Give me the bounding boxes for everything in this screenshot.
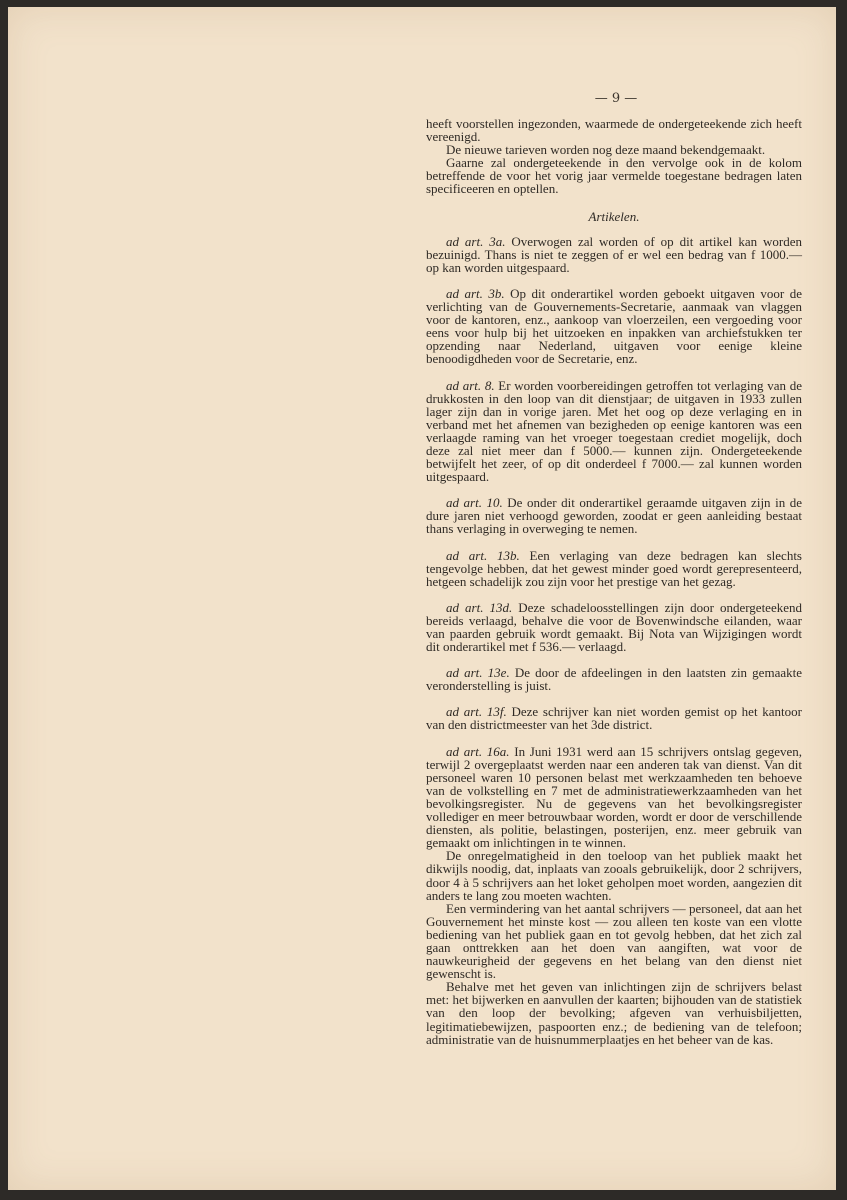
- article-ref: ad art. 16a.: [446, 743, 510, 759]
- article-ref: ad art. 13d.: [446, 599, 513, 615]
- article-ref: ad art. 3a.: [446, 233, 506, 249]
- article-8: [426, 379, 802, 484]
- article-ref: ad art. 13e.: [446, 665, 510, 681]
- article-text: Een verlaging van deze bedragen kan slechts tengevolge hebben, dat het gewest minder goed wordt gerepresenteerd, hetgeen schadelijk zou zijn voor het prestige van het gezag.: [426, 547, 802, 589]
- article-ref: ad art. 10.: [446, 495, 503, 511]
- article-13d: [426, 601, 802, 653]
- article-text: In Juni 1931 werd aan 15 schrijvers ontslag gegeven, terwijl 2 overgeplaatst werden naar een anderen tak van dienst. Van dit personeel waren 10 personen belast met werkzaamheden ten behoeve van de volkstelling en 7 met de administratiewerkzaamheden van het bevolkingsregister. Nu de gegevens van het bevolkingsregister vollediger en meer betrouwbaar worden, wordt er door de verschillende diensten, als politie, belastingen, posterijen, enz. meer gebruik van gemaakt om inlichtingen in te winnen.: [426, 743, 802, 851]
- text-column: [426, 117, 802, 1046]
- article-13f: [426, 705, 802, 731]
- article-ref: ad art. 13f.: [446, 704, 507, 720]
- article-text: De door de afdeelingen in den laatsten zin gemaakte veronderstelling is juist.: [426, 665, 802, 694]
- page-number: — 9 —: [594, 91, 638, 106]
- article-ref: ad art. 3b.: [446, 285, 505, 301]
- article-3b: [426, 287, 802, 366]
- intro-paragraph-2: De nieuwe tarieven worden nog deze maand bekendgemaakt.: [446, 142, 766, 158]
- article-13e: [426, 666, 802, 692]
- continuation-paragraph-3: Behalve met het geven van inlichtingen zijn de schrijvers belast met: het bijwerken en aanvullen der kaarten; bijhouden van de statistiek van den loop der bevolking; afgeven van verhuisbiljetten, legitimatiebewijzen, paspoorten enz.; de bediening van de telefoon; administratie van de huisnummerplaatjes en het beheer van de kas.: [426, 979, 802, 1047]
- continuation-paragraph-1: De onregelmatigheid in den toeloop van het publiek maakt het dikwijls noodig, dat, inplaats van zooals gebruikelijk, door 2 schrijvers, door 4 à 5 schrijvers aan het loket geholpen moet worden, aangezien dit anders te lang zou moeten wachten.: [426, 848, 802, 903]
- article-ref: ad art. 8.: [446, 377, 495, 393]
- article-text: Overwogen zal worden of op dit artikel kan worden bezuinigd. Thans is niet te zeggen of er wel een bedrag van f 1000.— op kan worden uitgespaard.: [426, 233, 802, 275]
- article-10: [426, 496, 802, 535]
- article-16a: [426, 745, 802, 850]
- article-text: Op dit onderartikel worden geboekt uitgaven voor de verlichting van de Gouvernements-Secretarie, aanmaak van vlaggen voor de kantoren, enz., aankoop van vloerzeilen, een vergoeding voor eens voor hulp bij het uitzoeken en inpakken van archiefstukken ter opzending naar Nederland, uitgaven voor eenige kleine benoodigdheden voor de Secretarie, enz.: [426, 285, 802, 367]
- article-3a: [426, 235, 802, 274]
- article-ref: ad art. 13b.: [446, 547, 520, 563]
- article-text: Deze schadeloosstellingen zijn door ondergeteekend bereids verlaagd, behalve die voor de Bovenwindsche eilanden, waar van paarden gebruik wordt gemaakt. Bij Nota van Wijzigingen wordt dit onderartikel met f 536.— verlaagd.: [426, 599, 802, 655]
- continuation-paragraph-2: Een vermindering van het aantal schrijvers — personeel, dat aan het Gouvernement het minste kost — zou alleen ten koste van een vlotte bediening van het publiek gaan en tot gevolg hebben, dat het zich zal gaan onttrekken aan het doen van aangiften, wat voor de nauwkeurigheid der gegevens en het belang van den dienst niet gewenscht is.: [426, 900, 802, 982]
- document-page: [8, 7, 836, 1190]
- article-text: Er worden voorbereidingen getroffen tot verlaging van de drukkosten in den loop van dit dienstjaar; de uitgaven in 1933 zullen lager zijn dan in vorige jaren. Met het oog op deze verlaging en in verband met het afnemen van bezigheden op eenige kantoren was een verlaagde raming van het vroeger toegestaan crediet mogelijk, doch deze zal niet meer dan f 5000.— kunnen zijn. Ondergeteekende betwijfelt het zeer, of op dit onderdeel f 7000.— zal kunnen worden uitgespaard.: [426, 377, 802, 485]
- section-heading-artikelen: Artikelen.: [588, 208, 640, 224]
- intro-paragraph-1: heeft voorstellen ingezonden, waarmede de ondergeteekende zich heeft vereenigd.: [426, 116, 802, 145]
- article-text: Deze schrijver kan niet worden gemist op het kantoor van den districtmeester van het 3de district.: [426, 704, 802, 733]
- intro-paragraph-3: Gaarne zal ondergeteekende in den vervolge ook in de kolom betreffende de voor het vorig jaar vermelde toegestane bedragen laten specificeeren en optellen.: [426, 155, 802, 197]
- article-13b: [426, 549, 802, 588]
- article-text: De onder dit onderartikel geraamde uitgaven zijn in de dure jaren niet verhoogd geworden, zoodat er geen aanleiding bestaat thans verlaging in overweging te nemen.: [426, 495, 803, 537]
